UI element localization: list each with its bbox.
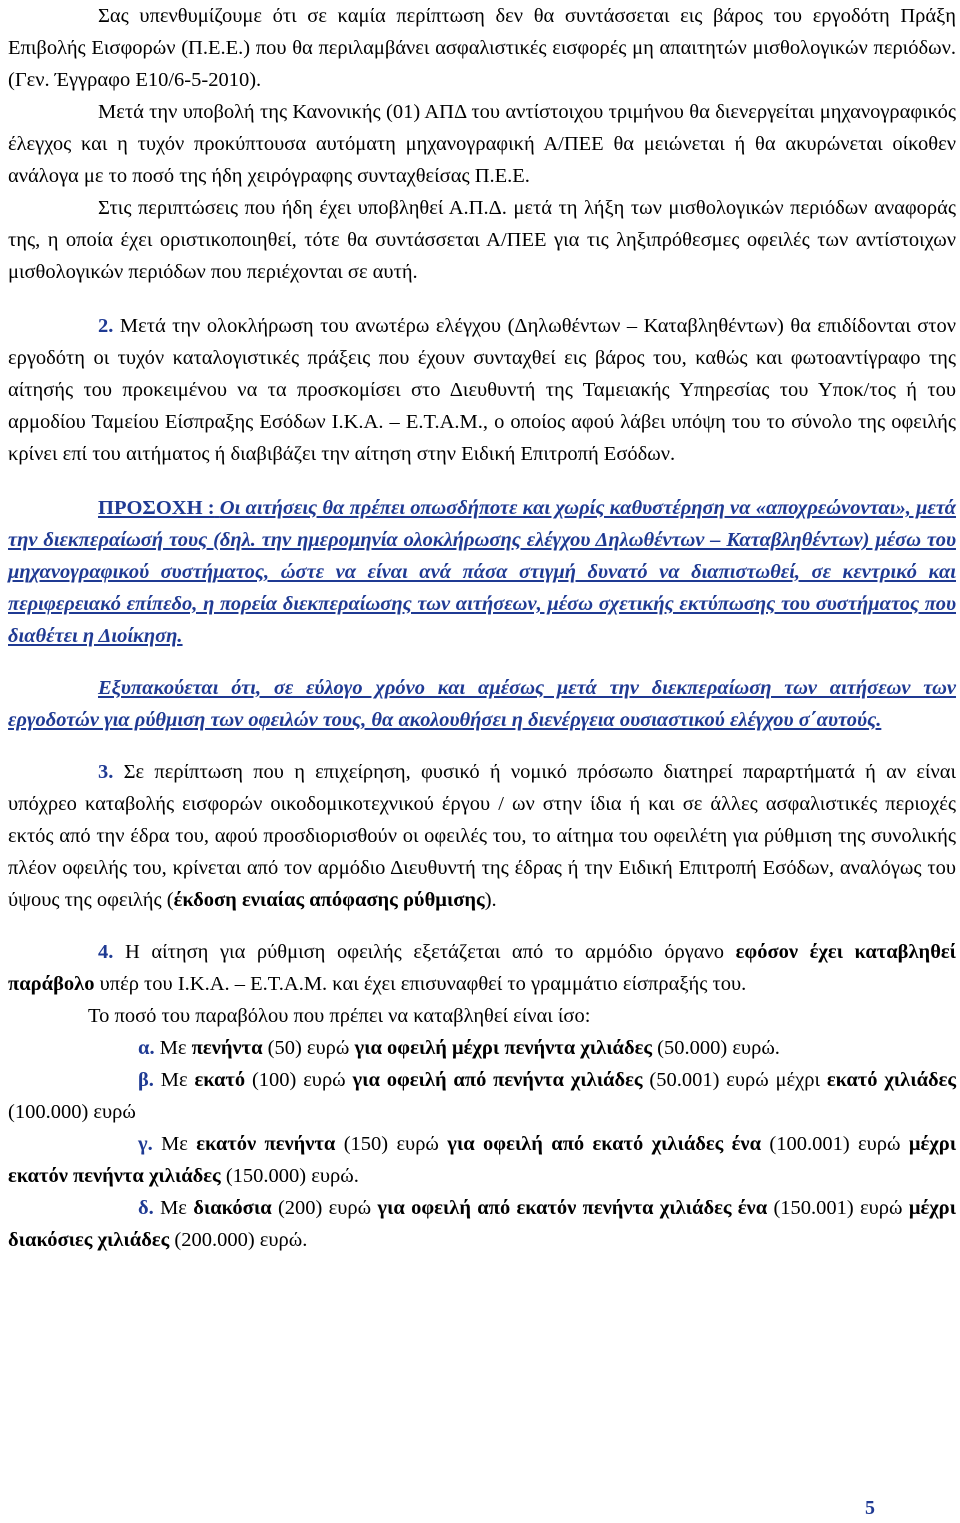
fee-list [8, 1000, 956, 1256]
attention-text: Οι αιτήσεις θα πρέπει οπωσδήποτε και χωρίς καθυστέρηση να «αποχρεώνονται», μετά την διεκπεραίωσή τους (δηλ. την ημερομηνία ολοκλήρωσης ελέγχου Δηλωθέντων – Καταβληθέντων) μέσω του μηχανογραφικού συστήματος, ώστε να είναι ανά πάσα στιγμή δυνατό να διαπιστωθεί, σε κεντρικό και περιφερειακό επίπεδο, η πορεία διεκπεραίωσης των αιτήσεων, μέσω σχετικής εκτύπωσης του συστήματος που διαθέτει η Διοίκηση. [8, 497, 956, 647]
section-4-bold: εφόσον έχει καταβληθεί παράβολο [8, 941, 957, 995]
section-3 [8, 756, 956, 916]
section-3-number: 3. [98, 761, 114, 783]
paragraph-reminder: Σας υπενθυμίζουμε ότι σε καμία περίπτωση δεν θα συντάσσεται εις βάρος του εργοδότη Πράξη Επιβολής Εισφορών (Π.Ε.Ε.) που θα περιλαμβάνει ασφαλιστικές εισφορές μη απαιτητών μισθολογικών περιόδων. (Γεν. Έγγραφο Ε10/6-5-2010). [8, 5, 956, 91]
fee-item-alpha: α. Με πενήντα (50) ευρώ για οφειλή μέχρι πενήντα χιλιάδες (50.000) ευρώ. [138, 1037, 780, 1059]
paragraph-submitted-apd: Στις περιπτώσεις που ήδη έχει υποβληθεί Α.Π.Δ. μετά τη λήξη των μισθολογικών περιόδων αναφοράς της, η οποία έχει οριστικοποιηθεί, τότε θα συντάσσεται Α/ΠΕΕ για τις ληξιπρόθεσμες οφειλές των αντίστοιχων μισθολογικών περιόδων που περιέχονται σε αυτή. [8, 197, 956, 283]
section-3-text: Σε περίπτωση που η επιχείρηση, φυσικό ή νομικό πρόσωπο διατηρεί παραρτήματά ή αν είναι υπόχρεο καταβολής εισφορών οικοδομικοτεχνικού έργου / ων στην ίδια ή και σε άλλες ασφαλιστικές περιοχές εκτός από την έδρα του, αφού προσδιορισθούν οι οφειλές του, το αίτημα του οφειλέτη για ρύθμιση της συνολικής πλέον οφειλής του, κρίνεται από τον αρμόδιο Διευθυντή της έδρας ή την Ειδική Επιτροπή Εσόδων, αναλόγως του ύψους της οφειλής ( [8, 761, 957, 911]
fee-item-beta: β. Με εκατό (100) ευρώ για οφειλή από πενήντα χιλιάδες (50.001) ευρώ μέχρι εκατό χιλιάδες (100.000) ευρώ [8, 1069, 957, 1123]
section-4-text-2: υπέρ του Ι.Κ.Α. – Ε.Τ.Α.Μ. και έχει επισυναφθεί το γραμμάτιο είσπραξής του. [99, 973, 747, 995]
section-3-end: ). [484, 889, 497, 911]
section-2-text: Μετά την ολοκλήρωση του ανωτέρω ελέγχου (Δηλωθέντων – Καταβληθέντων) θα επιδίδονται στον εργοδότη οι τυχόν καταλογιστικές πράξεις που έχουν συνταχθεί εις βάρος του, καθώς και φωτοαντίγραφο της αίτησής του προκειμένου να τα προσκομίσει στο Διευθυντή της Ταμειακής Υπηρεσίας του Υποκ/τος ή του αρμοδίου Ταμείου Είσπραξης Εσόδων Ι.Κ.Α. – Ε.Τ.Α.Μ., ο οποίος αφού λάβει υπόψη του το σύνολο της οφειλής κρίνει επί του αιτήματος ή διαβιβάζει την αίτηση στην Ειδική Επιτροπή Εσόδων. [8, 315, 957, 465]
section-3-bold: έκδοση ενιαίας απόφασης ρύθμισης [173, 889, 485, 911]
section-2-number: 2. [98, 315, 114, 337]
attention-paragraph [8, 492, 956, 652]
document-page [8, 0, 956, 1256]
page-number: 5 [865, 1497, 875, 1519]
section-4-text-1: Η αίτηση για ρύθμιση οφειλής εξετάζεται από το αρμόδιο όργανο [124, 941, 725, 963]
fee-item-delta: δ. Με διακόσια (200) ευρώ για οφειλή από εκατόν πενήντα χιλιάδες ένα (150.001) ευρώ μέχρι διακόσιες χιλιάδες (200.000) ευρώ. [8, 1197, 957, 1251]
note-text: Εξυπακούεται ότι, σε εύλογο χρόνο και αμέσως μετά την διεκπεραίωση των αιτήσεων των εργοδοτών για ρύθμιση των οφειλών τους, θα ακολουθήσει η διενέργεια ουσιαστικού ελέγχου σ΄αυτούς. [8, 677, 956, 731]
section-4-number: 4. [98, 941, 114, 963]
fee-intro: Το ποσό του παραβόλου που πρέπει να καταβληθεί είναι ίσο: [88, 1005, 591, 1027]
attention-label: ΠΡΟΣΟΧΗ : [98, 497, 215, 519]
note-paragraph [8, 672, 956, 736]
section-2 [8, 310, 956, 470]
paragraph-mechanographic-check: Μετά την υποβολή της Κανονικής (01) ΑΠΔ του αντίστοιχου τριμήνου θα διενεργείται μηχανογραφικός έλεγχος και η τυχόν προκύπτουσα αυτόματη μηχανογραφική Α/ΠΕΕ θα μειώνεται ή θα ακυρώνεται οίκοθεν ανάλογα με το ποσό της ήδη χειρόγραφης συνταχθείσας Π.Ε.Ε. [8, 101, 956, 187]
section-4 [8, 936, 956, 1000]
fee-item-gamma: γ. Με εκατόν πενήντα (150) ευρώ για οφειλή από εκατό χιλιάδες ένα (100.001) ευρώ μέχρι εκατόν πενήντα χιλιάδες (150.000) ευρώ. [8, 1133, 957, 1187]
